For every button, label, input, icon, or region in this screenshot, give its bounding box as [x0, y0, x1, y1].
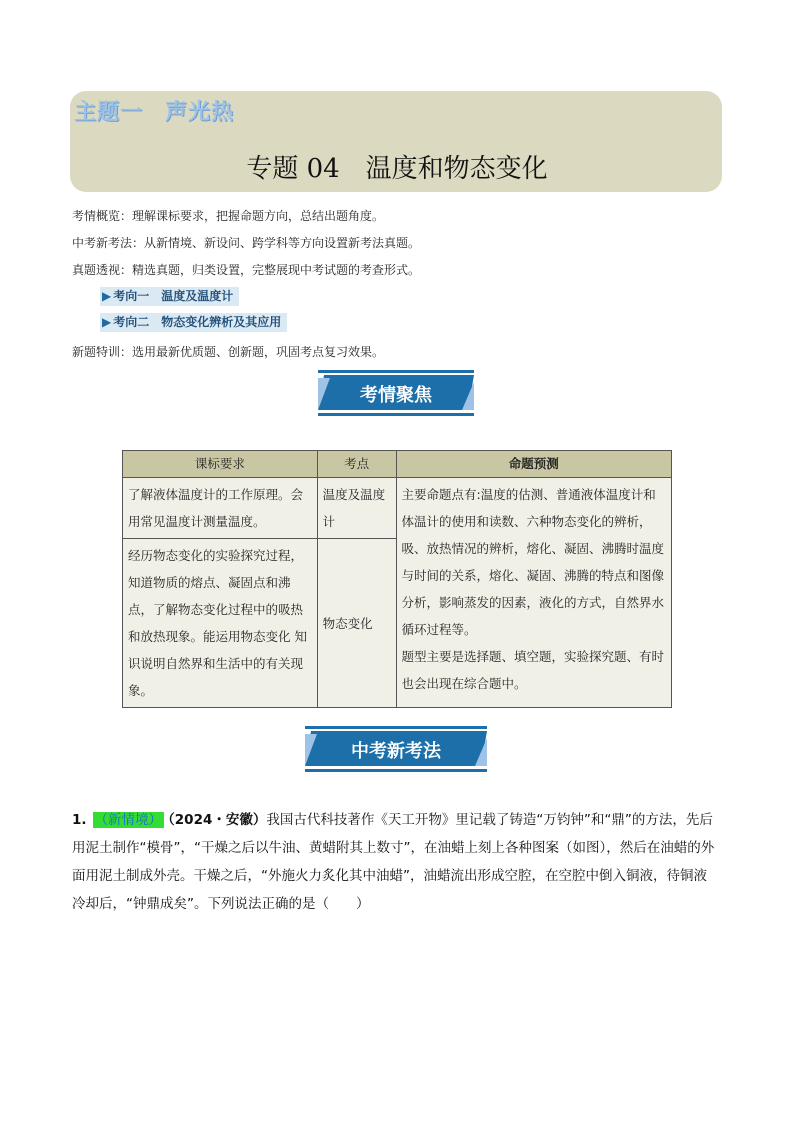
banner-focus-label: 考情聚焦	[360, 385, 432, 406]
table-row	[123, 478, 672, 539]
theme-title-part1: 主题一	[74, 100, 144, 125]
triangle-right-icon: ▶	[102, 315, 112, 329]
table-cell-point: 温度及温度计	[317, 478, 396, 539]
topic-title: 专题 04 温度和物态变化	[246, 154, 548, 184]
triangle-right-icon: ▶	[102, 289, 112, 303]
table-header-cell: 考点	[317, 451, 396, 478]
direction-link-2[interactable]	[100, 313, 287, 332]
question-number: 1.	[72, 812, 87, 828]
table-header-cell: 命题预测	[396, 451, 671, 478]
theme-title	[74, 95, 234, 126]
intro-real-exam: 真题透视：精选真题，归类设置，完整展现中考试题的考查形式。	[72, 263, 421, 277]
table-header-cell: 课标要求	[123, 451, 318, 478]
theme-title-part2: 声光热	[165, 100, 235, 125]
table-cell-requirement: 了解液体温度计的工作原理。会用常见温度计测量温度。	[123, 478, 318, 539]
banner-new-method-label: 中考新考法	[351, 741, 441, 762]
table-cell-point: 物态变化	[317, 539, 396, 708]
table-cell-prediction	[396, 478, 671, 708]
prediction-text-2: 题型主要是选择题、填空题，实验探究题、有时也会出现在综合题中。	[401, 649, 665, 691]
section-banner-new-method	[305, 726, 487, 774]
direction-label-2: 考向二 物态变化辨析及其应用	[113, 315, 282, 329]
intro-overview: 考情概览：理解课标要求，把握命题方向，总结出题角度。	[72, 209, 385, 223]
question-1	[72, 806, 718, 918]
table-cell-requirement: 经历物态变化的实验探究过程，知道物质的熔点、凝固点和沸点，了解物态变化过程中的吸热和放热现象。能运用物态变化 知识说明自然界和生活中的有关现象。	[123, 539, 318, 708]
direction-label-1: 考向一 温度及温度计	[113, 289, 234, 303]
section-banner-focus	[318, 370, 474, 418]
direction-link-1[interactable]	[100, 287, 239, 306]
curriculum-table	[122, 450, 672, 708]
new-context-badge: （新情境）	[94, 812, 163, 828]
table-header-row	[123, 451, 672, 478]
prediction-text: 主要命题点有:温度的估测、普通液体温度计和体温计的使用和读数、六种物态变化的辨析，吸、放热情况的辨析，熔化、凝固、沸腾时温度与时间的关系，熔化、凝固、沸腾的特点和图像分析，影响蒸发的因素，液化的方式，自然界水循环过程等。	[401, 487, 665, 637]
question-text: 我国古代科技著作《天工开物》里记载了铸造“万钧钟”和“鼎”的方法，先后用泥土制作“模骨”，“干燥之后以牛油、黄蜡附其上数寸”，在油蜡上刻上各种图案（如图），然后在油蜡的外面用泥土制成外壳。干燥之后，“外施火力炙化其中油蜡”，油蜡流出形成空腔，在空腔中倒入铜液，待铜液冷却后，“钟鼎成矣”。下列说法正确的是（ ）	[72, 812, 715, 912]
intro-new-method: 中考新考法：从新情境、新设问、跨学科等方向设置新考法真题。	[72, 236, 421, 250]
intro-new-training: 新题特训：选用最新优质题、创新题，巩固考点复习效果。	[72, 345, 385, 359]
question-source: （2024・安徽）	[168, 812, 267, 828]
